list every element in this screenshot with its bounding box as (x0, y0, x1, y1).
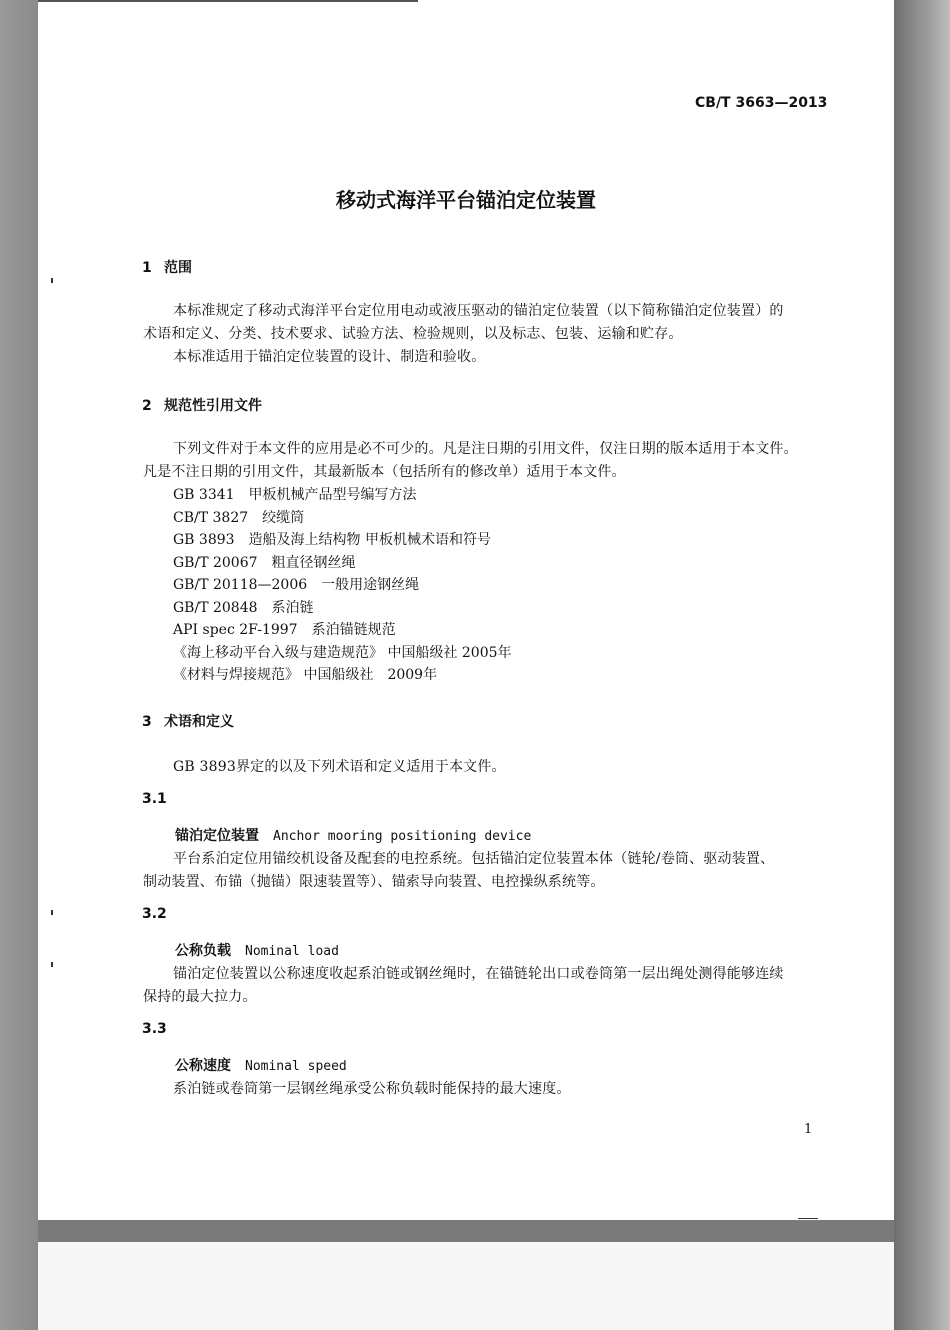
reference-item: 《海上移动平台入级与建造规范》 中国船级社 2005年 (173, 645, 512, 661)
section-number: 3 (142, 714, 152, 730)
binding-mark (51, 278, 53, 283)
term-name (175, 940, 339, 960)
next-page-edge (38, 1242, 894, 1330)
term-number: 3.3 (142, 1021, 167, 1037)
term-number: 3.2 (142, 906, 167, 922)
term-name-cn: 公称负载 (175, 943, 231, 959)
section-number: 1 (142, 260, 152, 276)
scan-edge-line (38, 0, 418, 2)
reference-item: 《材料与焊接规范》 中国船级社 2009年 (173, 667, 438, 683)
reference-item: GB/T 20848 系泊链 (173, 600, 314, 616)
term-name (175, 825, 531, 845)
reference-item: API spec 2F-1997 系泊锚链规范 (173, 622, 396, 638)
binding-mark (51, 910, 53, 915)
scan-background-right (894, 0, 950, 1330)
term-definition-line: 锚泊定位装置以公称速度收起系泊链或钢丝绳时，在锚链轮出口或卷筒第一层出绳处测得能够连续 (173, 966, 784, 982)
section-2-paragraph-line: 下列文件对于本文件的应用是必不可少的。凡是注日期的引用文件，仅注日期的版本适用于本文件。 (173, 441, 798, 457)
section-title: 规范性引用文件 (164, 398, 262, 414)
term-name-en: Nominal speed (245, 1059, 347, 1074)
section-3-intro: GB 3893界定的以及下列术语和定义适用于本文件。 (173, 759, 506, 775)
term-definition-line: 制动装置、布锚（抛锚）限速装置等）、锚索导向装置、电控操纵系统等。 (143, 874, 605, 890)
reference-item: CB/T 3827 绞缆筒 (173, 510, 305, 526)
term-name-cn: 公称速度 (175, 1058, 231, 1074)
section-title: 范围 (164, 260, 192, 276)
term-name-en: Anchor mooring positioning device (273, 829, 532, 844)
document-page (38, 0, 894, 1220)
page-footer-rule (798, 1218, 818, 1219)
term-definition-line: 平台系泊定位用锚绞机设备及配套的电控系统。包括锚泊定位装置本体（链轮/卷筒、驱动装置、 (173, 851, 775, 867)
scan-background-left (0, 0, 38, 1330)
document-title: 移动式海洋平台锚泊定位装置 (336, 188, 596, 212)
section-1-paragraph-line: 本标准规定了移动式海洋平台定位用电动或液压驱动的锚泊定位装置（以下简称锚泊定位装置）的 (173, 303, 784, 319)
section-title: 术语和定义 (164, 714, 234, 730)
reference-item: GB 3341 甲板机械产品型号编写方法 (173, 487, 417, 503)
section-1-heading (142, 257, 192, 277)
page-number: 1 (804, 1122, 813, 1137)
section-1-paragraph-line: 本标准适用于锚泊定位装置的设计、制造和验收。 (173, 349, 486, 365)
term-definition-line: 系泊链或卷筒第一层钢丝绳承受公称负载时能保持的最大速度。 (173, 1081, 571, 1097)
term-number: 3.1 (142, 791, 167, 807)
reference-item: GB/T 20118—2006 一般用途钢丝绳 (173, 577, 420, 593)
term-definition-line: 保持的最大拉力。 (143, 989, 257, 1005)
section-number: 2 (142, 398, 152, 414)
section-1-paragraph-line: 术语和定义、分类、技术要求、试验方法、检验规则，以及标志、包装、运输和贮存。 (143, 326, 683, 342)
term-name-cn: 锚泊定位装置 (175, 828, 259, 844)
term-name (175, 1055, 347, 1075)
binding-mark (51, 962, 53, 967)
section-3-heading (142, 711, 234, 731)
reference-item: GB 3893 造船及海上结构物 甲板机械术语和符号 (173, 532, 491, 548)
reference-item: GB/T 20067 粗直径钢丝绳 (173, 555, 356, 571)
section-2-paragraph-line: 凡是不注日期的引用文件，其最新版本（包括所有的修改单）适用于本文件。 (143, 464, 626, 480)
section-2-heading (142, 395, 262, 415)
term-name-en: Nominal load (245, 944, 339, 959)
standard-code: CB/T 3663—2013 (695, 95, 828, 111)
